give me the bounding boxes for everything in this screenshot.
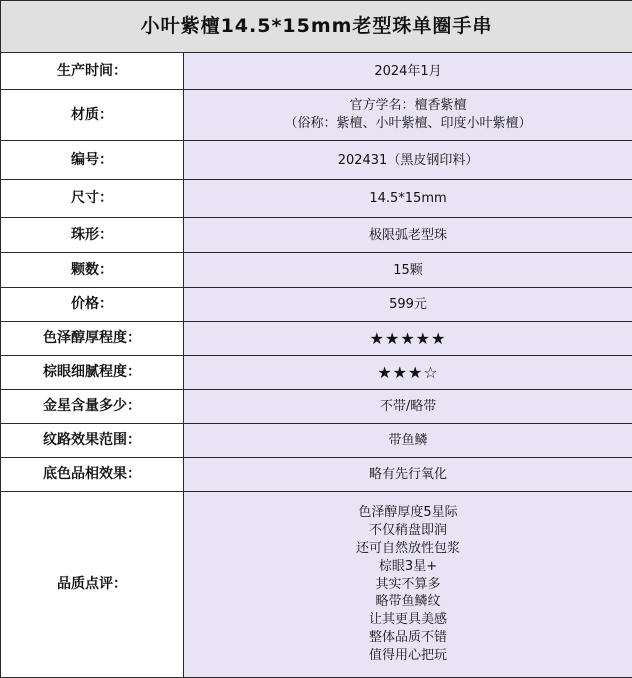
star-rating: ★★★☆ — [184, 356, 632, 390]
comment-line: 整体品质不错 — [184, 629, 632, 647]
spec-row-grain-pattern — [1, 424, 632, 458]
comment-line: 还可自然放性包浆 — [184, 540, 632, 558]
spec-value: 202431（黑皮钢印料） — [184, 141, 632, 180]
spec-row-bead-count — [1, 253, 632, 288]
spec-label: 棕眼细腻程度： — [1, 356, 184, 390]
spec-label: 品质点评： — [1, 492, 184, 678]
spec-label: 珠形： — [1, 218, 184, 253]
spec-label: 材质： — [1, 90, 184, 141]
spec-label: 颗数： — [1, 253, 184, 288]
comment-line: 让其更具美感 — [184, 611, 632, 629]
spec-row-gold-star — [1, 390, 632, 424]
comment-line: 色泽醇厚度5星际 — [184, 504, 632, 522]
spec-row-material — [1, 90, 632, 141]
spec-value: 极限弧老型珠 — [184, 218, 632, 253]
quality-comment — [184, 492, 632, 678]
comment-line: 值得用心把玩 — [184, 647, 632, 665]
spec-value: 599元 — [184, 288, 632, 322]
spec-row-pore-fineness — [1, 356, 632, 390]
spec-value — [184, 90, 632, 141]
comment-line: 不仅稍盘即润 — [184, 522, 632, 540]
spec-label: 尺寸： — [1, 180, 184, 218]
value-line: 官方学名：檀香紫檀 — [184, 97, 632, 115]
spec-row-bead-shape — [1, 218, 632, 253]
comment-line: 其实不算多 — [184, 576, 632, 594]
comment-line: 略带鱼鳞纹 — [184, 593, 632, 611]
spec-value: 14.5*15mm — [184, 180, 632, 218]
spec-value: 2024年1月 — [184, 53, 632, 90]
spec-row-base-color — [1, 458, 632, 492]
spec-value: 不带/略带 — [184, 390, 632, 424]
spec-row-size — [1, 180, 632, 218]
spec-label: 纹路效果范围： — [1, 424, 184, 458]
spec-row-quality-comment — [1, 492, 632, 678]
spec-row-production-time — [1, 53, 632, 90]
spec-value: 15颗 — [184, 253, 632, 288]
comment-line: 棕眼3星+ — [184, 558, 632, 576]
spec-value: 带鱼鳞 — [184, 424, 632, 458]
spec-label: 编号： — [1, 141, 184, 180]
star-rating: ★★★★★ — [184, 322, 632, 356]
sheet-title: 小叶紫檀14.5*15mm老型珠单圈手串 — [1, 1, 632, 53]
spec-value: 略有先行氧化 — [184, 458, 632, 492]
spec-label: 金星含量多少： — [1, 390, 184, 424]
spec-row-serial — [1, 141, 632, 180]
spec-row-color-richness — [1, 322, 632, 356]
spec-label: 底色品相效果： — [1, 458, 184, 492]
spec-label: 色泽醇厚程度： — [1, 322, 184, 356]
spec-label: 价格： — [1, 288, 184, 322]
value-line: （俗称：紫檀、小叶紫檀、印度小叶紫檀） — [184, 115, 632, 133]
spec-label: 生产时间： — [1, 53, 184, 90]
spec-row-price — [1, 288, 632, 322]
